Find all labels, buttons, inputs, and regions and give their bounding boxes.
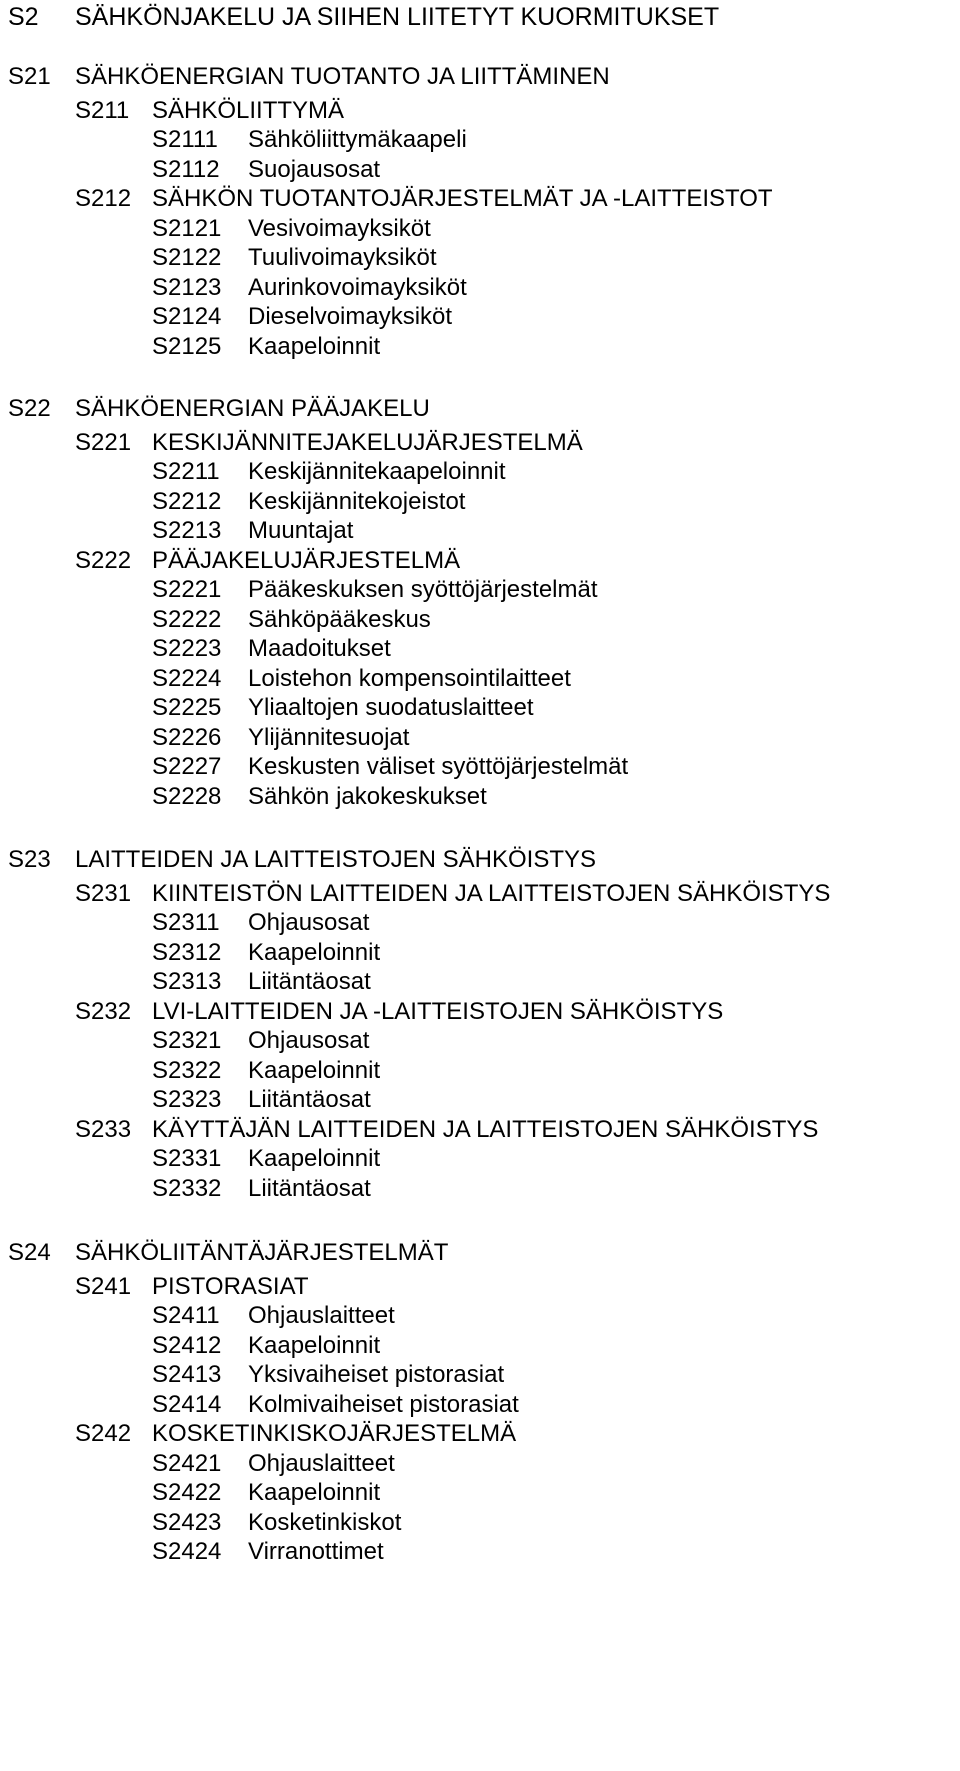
entry-title: Kaapeloinnit	[248, 1331, 381, 1359]
entry-code: S2424	[152, 1538, 222, 1565]
entry-code: S2312	[152, 938, 222, 966]
entry-title: Aurinkovoimayksiköt	[248, 273, 467, 301]
entry-code: S2111	[152, 126, 218, 153]
entry-title: Kaapeloinnit	[248, 1056, 381, 1084]
entry-title: Sähkön jakokeskukset	[248, 782, 487, 810]
entry-code: S2421	[152, 1449, 222, 1477]
entry-title: SÄHKÖN TUOTANTOJÄRJESTELMÄT JA -LAITTEISTOT	[152, 185, 773, 212]
entry-title: Kaapeloinnit	[248, 332, 381, 360]
entry-code: S2411	[152, 1302, 220, 1329]
entry-code: S2221	[152, 576, 222, 603]
entry-code: S2228	[152, 782, 222, 810]
entry-title: PÄÄJAKELUJÄRJESTELMÄ	[152, 546, 461, 574]
entry-code: S2413	[152, 1361, 222, 1388]
entry-title: KIINTEISTÖN LAITTEIDEN JA LAITTEISTOJEN SÄHKÖISTYS	[152, 879, 831, 907]
entry-code: S2121	[152, 214, 222, 242]
entry-title: SÄHKÖENERGIAN PÄÄJAKELU	[75, 395, 430, 422]
entry-title: Suojausosat	[248, 155, 381, 183]
entry-code: S242	[75, 1420, 132, 1447]
entry-code: S222	[75, 546, 132, 574]
entry-title: Dieselvoimayksiköt	[248, 303, 453, 330]
entry-title: Yksivaiheiset pistorasiat	[248, 1361, 505, 1388]
entry-code: S23	[8, 846, 51, 873]
entry-code: S2227	[152, 753, 222, 780]
entry-code: S2223	[152, 635, 222, 662]
entry-title: Kaapeloinnit	[248, 1479, 381, 1506]
entry-code: S233	[75, 1115, 132, 1143]
entry-title: Virranottimet	[248, 1538, 384, 1565]
entry-title: LVI-LAITTEIDEN JA -LAITTEISTOJEN SÄHKÖISTYS	[152, 997, 724, 1025]
entry-code: S2222	[152, 605, 222, 633]
entry-code: S2124	[152, 303, 222, 330]
entry-code: S2323	[152, 1086, 222, 1113]
entry-code: S2224	[152, 664, 222, 692]
entry-code: S2213	[152, 517, 222, 544]
entry-title: KESKIJÄNNITEJAKELUJÄRJESTELMÄ	[152, 428, 583, 456]
entry-code: S2125	[152, 332, 222, 360]
entry-code: S2322	[152, 1056, 222, 1084]
entry-title: Liitäntäosat	[248, 1174, 371, 1202]
entry-code: S2123	[152, 273, 222, 301]
entry-code: S2311	[152, 909, 220, 936]
entry-code: S221	[75, 428, 132, 456]
entry-title: Ohjauslaitteet	[248, 1302, 395, 1329]
entry-code: S2	[8, 3, 39, 31]
entry-code: S22	[8, 395, 51, 422]
entry-code: S2332	[152, 1174, 222, 1202]
entry-code: S2423	[152, 1508, 222, 1536]
entry-title: Tuulivoimayksiköt	[248, 244, 437, 271]
entry-title: Kaapeloinnit	[248, 938, 381, 966]
entry-code: S232	[75, 997, 132, 1025]
entry-code: S241	[75, 1272, 132, 1300]
entry-code: S2225	[152, 694, 222, 721]
entry-title: KOSKETINKISKOJÄRJESTELMÄ	[152, 1420, 517, 1447]
entry-title: LAITTEIDEN JA LAITTEISTOJEN SÄHKÖISTYS	[75, 846, 597, 873]
entry-code: S2122	[152, 244, 222, 271]
entry-code: S211	[75, 96, 130, 124]
entry-title: PISTORASIAT	[152, 1272, 309, 1300]
entry-code: S2412	[152, 1331, 222, 1359]
entry-title: Keskijännitekojeistot	[248, 487, 466, 515]
entry-title: Keskusten väliset syöttöjärjestelmät	[248, 753, 629, 780]
entry-code: S2211	[152, 458, 220, 485]
entry-title: Kaapeloinnit	[248, 1145, 381, 1172]
entry-code: S2112	[152, 155, 220, 183]
entry-title: Keskijännitekaapeloinnit	[248, 458, 506, 485]
entry-title: Sähköliittymäkaapeli	[248, 126, 467, 153]
entry-title: Yliaaltojen suodatuslaitteet	[248, 694, 534, 721]
entry-title: SÄHKÖLIITTYMÄ	[152, 96, 345, 124]
entry-title: Vesivoimayksiköt	[248, 214, 431, 242]
entry-code: S231	[75, 879, 132, 907]
entry-code: S212	[75, 185, 132, 212]
entry-title: Liitäntäosat	[248, 968, 371, 995]
entry-title: Kolmivaiheiset pistorasiat	[248, 1390, 519, 1418]
entry-title: Pääkeskuksen syöttöjärjestelmät	[248, 576, 598, 603]
entry-title: Sähköpääkeskus	[248, 605, 431, 633]
entry-code: S2226	[152, 723, 222, 751]
entry-title: Loistehon kompensointilaitteet	[248, 664, 571, 692]
entry-title: SÄHKÖLIITÄNTÄJÄRJESTELMÄT	[75, 1239, 449, 1266]
entry-code: S24	[8, 1239, 51, 1266]
entry-code: S2212	[152, 487, 222, 515]
entry-code: S2313	[152, 968, 222, 995]
entry-code: S2321	[152, 1027, 222, 1054]
entry-code: S2414	[152, 1390, 222, 1418]
entry-title: KÄYTTÄJÄN LAITTEIDEN JA LAITTEISTOJEN SÄHKÖISTYS	[152, 1115, 819, 1143]
entry-code: S2422	[152, 1479, 222, 1506]
entry-title: Ohjausosat	[248, 1027, 370, 1054]
entry-title: Kosketinkiskot	[248, 1508, 402, 1536]
entry-title: SÄHKÖENERGIAN TUOTANTO JA LIITTÄMINEN	[75, 63, 610, 90]
entry-title: Liitäntäosat	[248, 1086, 371, 1113]
entry-title: Muuntajat	[248, 517, 354, 544]
entry-code: S21	[8, 63, 51, 90]
entry-title: Maadoitukset	[248, 635, 391, 662]
entry-title: Ohjausosat	[248, 909, 370, 936]
entry-title: Ylijännitesuojat	[248, 723, 410, 751]
entry-title: SÄHKÖNJAKELU JA SIIHEN LIITETYT KUORMITUKSET	[75, 3, 720, 31]
entry-code: S2331	[152, 1145, 222, 1172]
entry-title: Ohjauslaitteet	[248, 1449, 395, 1477]
